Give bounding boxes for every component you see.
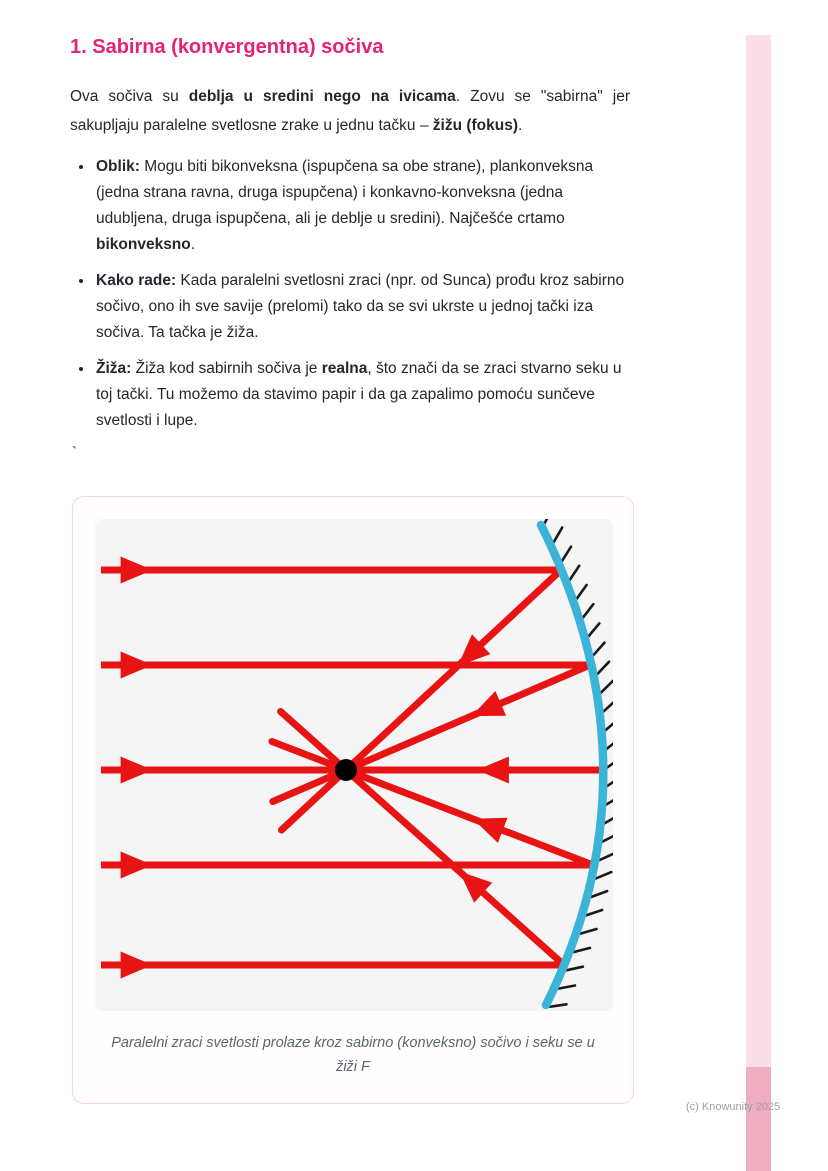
- side-stripe: [746, 35, 771, 1171]
- list-item: • Kako rade: Kada paralelni svetlosni zraci (npr. od Sunca) prođu kroz sabirno sočivo, ono ih sve savije (prelomi) tako da se svi ukrste u jednoj tački iza sočiva. Ta tačka je žiža.: [94, 268, 630, 346]
- stray-backtick: `: [72, 444, 77, 461]
- diagram-panel: [95, 519, 613, 1011]
- intro-paragraph: Ova sočiva su deblja u sredini nego na ivicama. Zovu se "sabirna" jer sakupljaju paralelne svetlosne zrake u jednu tačku – žižu (fokus).: [70, 88, 630, 134]
- section-heading: 1. Sabirna (konvergentna) sočiva: [70, 36, 384, 58]
- ray-diagram-svg: [95, 519, 613, 1011]
- footer-credit: (c) Knowunity 2025: [686, 1101, 781, 1113]
- figure-caption: Paralelni zraci svetlosti prolaze kroz sabirno (konveksno) sočivo i seku se u žiži F: [111, 1035, 595, 1075]
- list-item: • Oblik: Mogu biti bikonveksna (ispupčena sa obe strane), plankonveksna (jedna strana ravna, druga ispupčena) i konkavno-konveksna (jedna udubljena, druga ispupčena, ali je deblje u sredini). Najčešće crtamo bikonveksno.: [94, 154, 630, 258]
- side-stripe-bottom: [746, 1067, 771, 1171]
- list-item: • Žiža: Žiža kod sabirnih sočiva je realna, što znači da se zraci stvarno seku u toj tački. Tu možemo da stavimo papir i da ga zapalimo pomoću sunčeve svetlosti i lupe.: [94, 356, 630, 434]
- figure-card: [72, 496, 634, 1104]
- bullet-list: [70, 154, 630, 434]
